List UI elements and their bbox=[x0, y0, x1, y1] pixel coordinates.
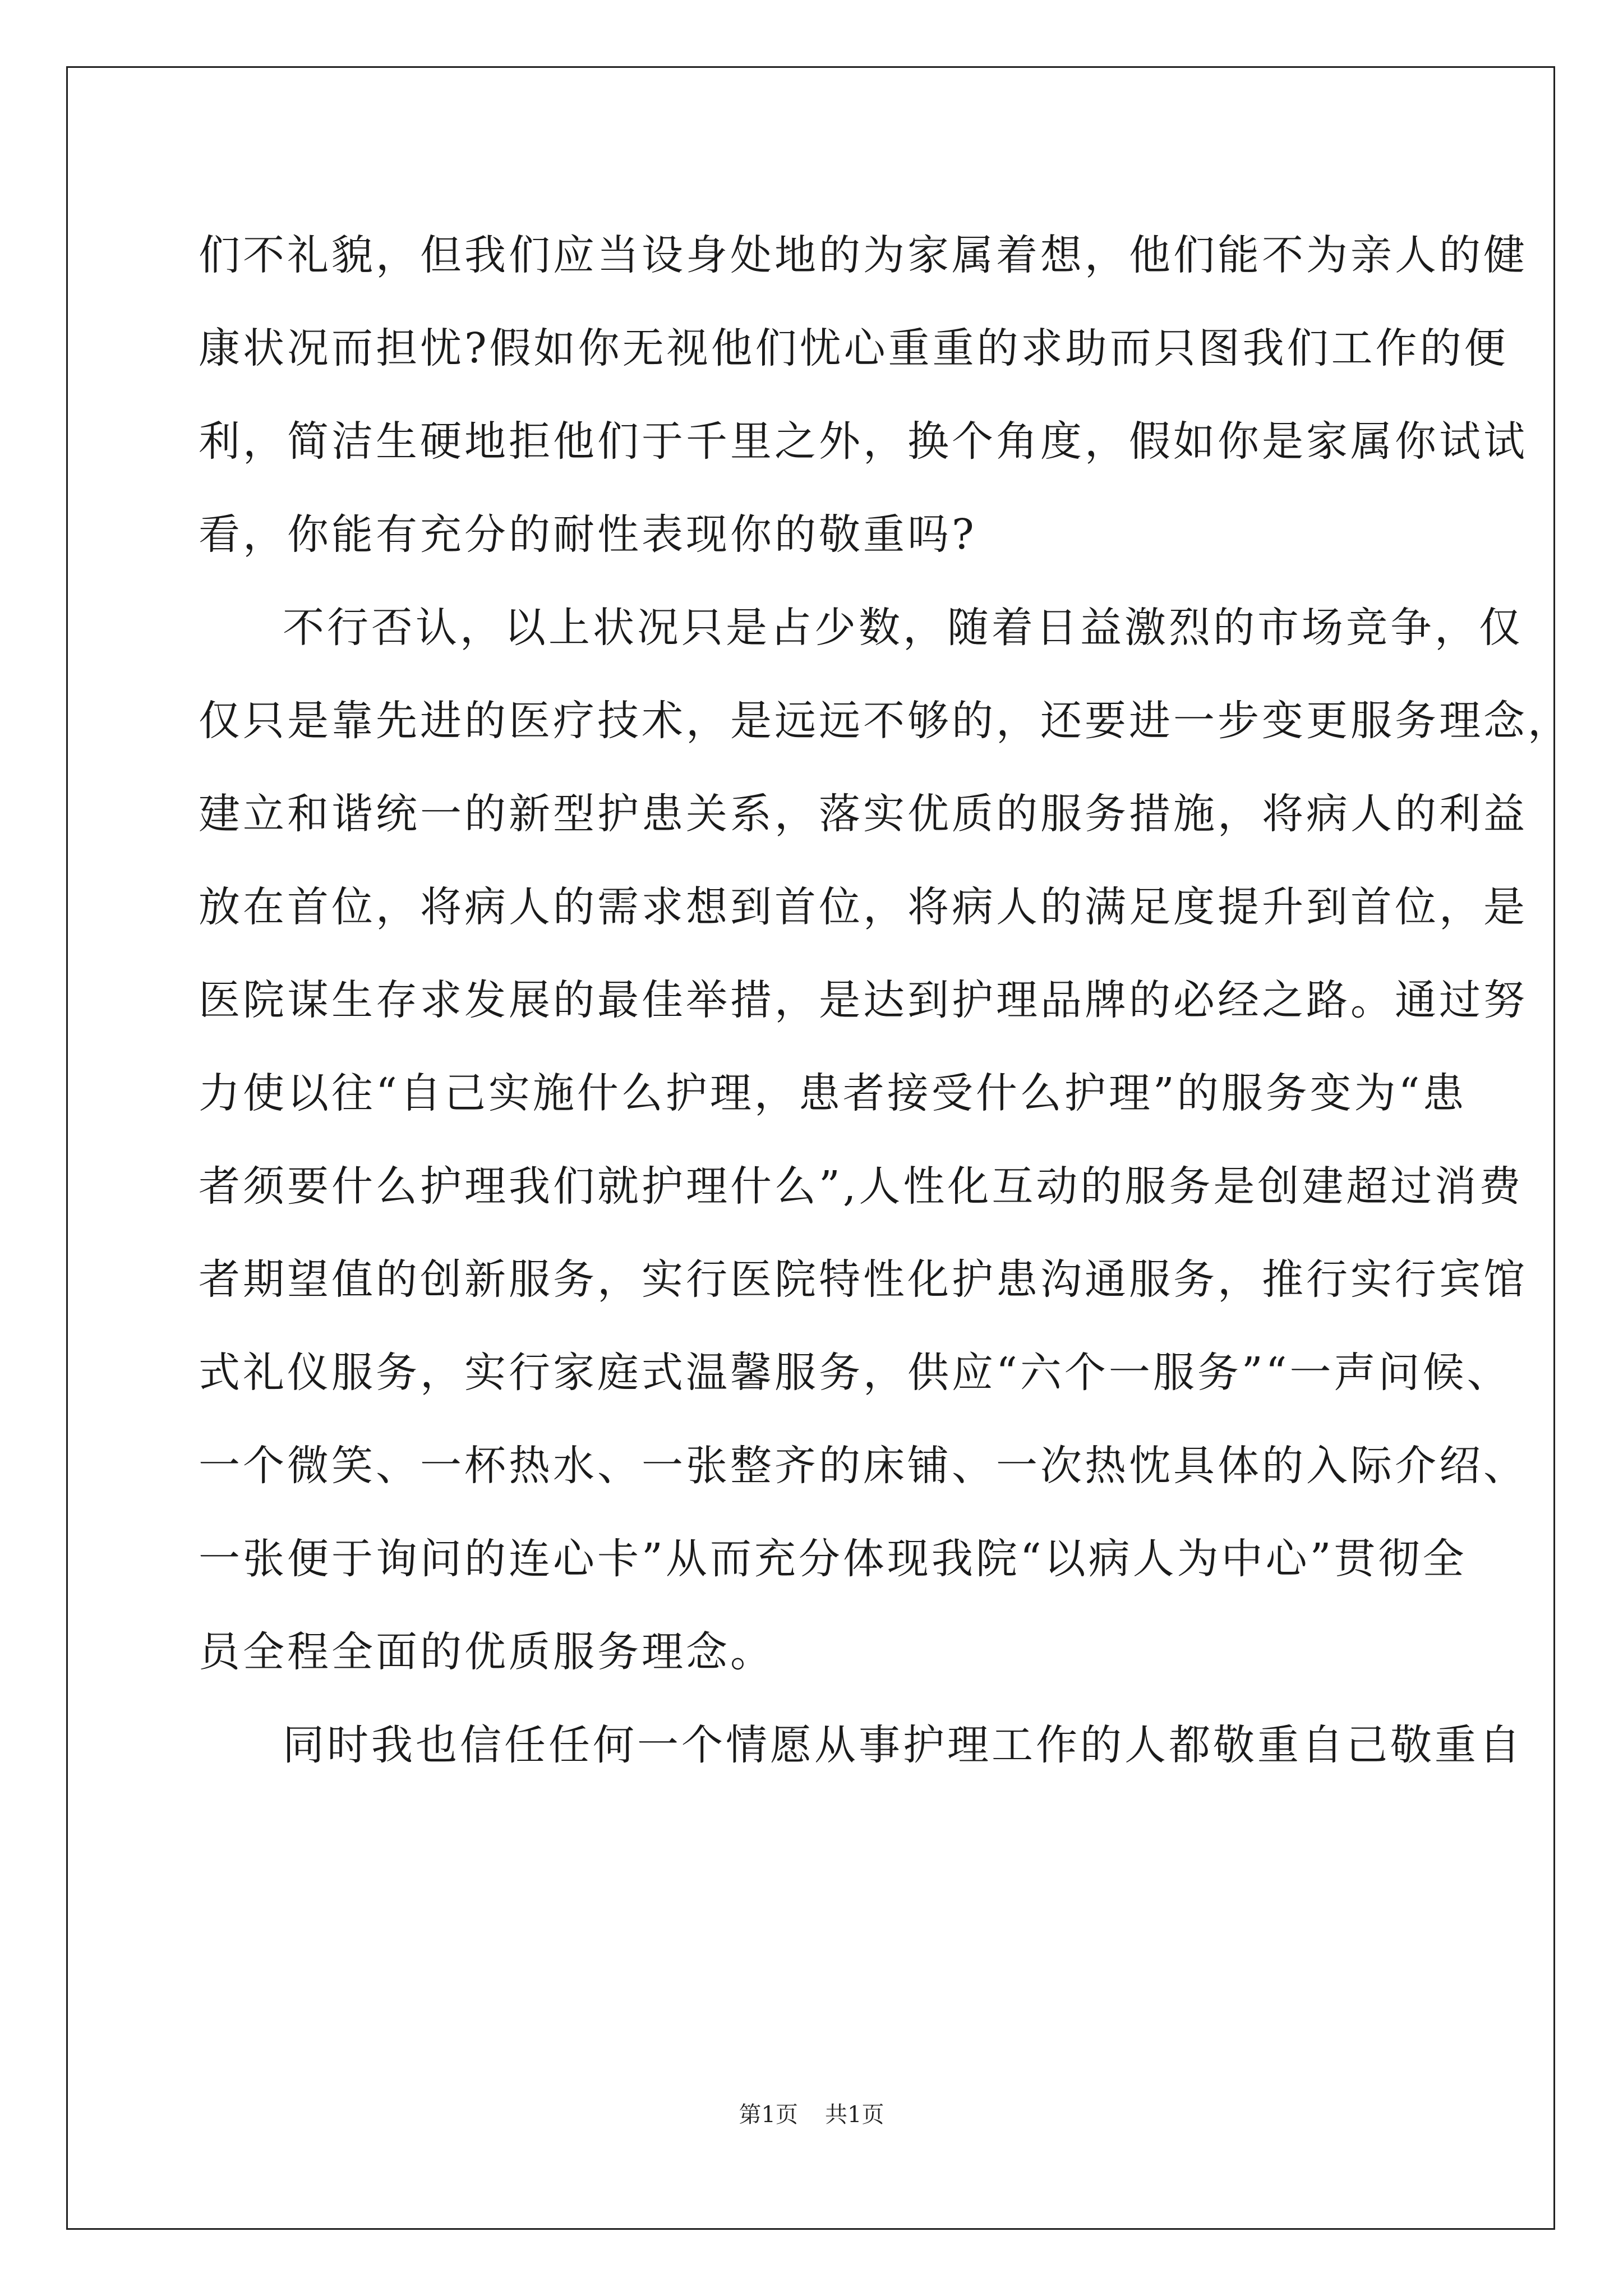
text-line: 放在首位，将病人的需求想到首位，将病人的满足度提升到首位，是 bbox=[199, 883, 1528, 931]
page-total: 共1页 bbox=[825, 2102, 884, 2128]
text-line: 医院谋生存求发展的最佳举措，是达到护理品牌的必经之路。通过努 bbox=[199, 976, 1528, 1024]
text-line: 一个微笑、一杯热水、一张整齐的床铺、一次热忱具体的入际介绍、 bbox=[199, 1442, 1528, 1490]
text-line: 者期望值的创新服务，实行医院特性化护患沟通服务，推行实行宾馆 bbox=[199, 1255, 1528, 1304]
document-body bbox=[199, 209, 1572, 1792]
text-line: 看，你能有充分的耐性表现你的敬重吗? bbox=[199, 510, 977, 559]
text-line: 建立和谐统一的新型护患关系，落实优质的服务措施，将病人的利益 bbox=[199, 790, 1528, 838]
text-line: 一张便于询问的连心卡”从而充分体现我院“以病人为中心”贯彻全 bbox=[199, 1535, 1467, 1583]
page-number: 第1页 bbox=[739, 2102, 798, 2128]
text-line: 仅只是靠先进的医疗技术，是远远不够的，还要进一步变更服务理念， bbox=[199, 697, 1572, 745]
text-line: 式礼仪服务，实行家庭式温馨服务，供应“六个一服务”“一声问候、 bbox=[199, 1349, 1511, 1397]
text-line: 员全程全面的优质服务理念。 bbox=[199, 1628, 774, 1676]
text-line: 们不礼貌，但我们应当设身处地的为家属着想，他们能不为亲人的健 bbox=[199, 231, 1528, 279]
paragraph-start-line: 不行否认，以上状况只是占少数，随着日益激烈的市场竞争，仅 bbox=[283, 604, 1523, 652]
paragraph-start-line: 同时我也信任任何一个情愿从事护理工作的人都敬重自己敬重自 bbox=[283, 1721, 1523, 1769]
text-line: 力使以往“自己实施什么护理，患者接受什么护理”的服务变为“患 bbox=[199, 1069, 1467, 1117]
text-line: 康状况而担忧?假如你无视他们忧心重重的求助而只图我们工作的便 bbox=[199, 324, 1509, 372]
text-line: 者须要什么护理我们就护理什么”,人性化互动的服务是创建超过消费 bbox=[199, 1162, 1524, 1211]
text-line: 利，简洁生硬地拒他们于千里之外，换个角度，假如你是家属你试试 bbox=[199, 417, 1528, 466]
page-footer bbox=[0, 2097, 1623, 2129]
